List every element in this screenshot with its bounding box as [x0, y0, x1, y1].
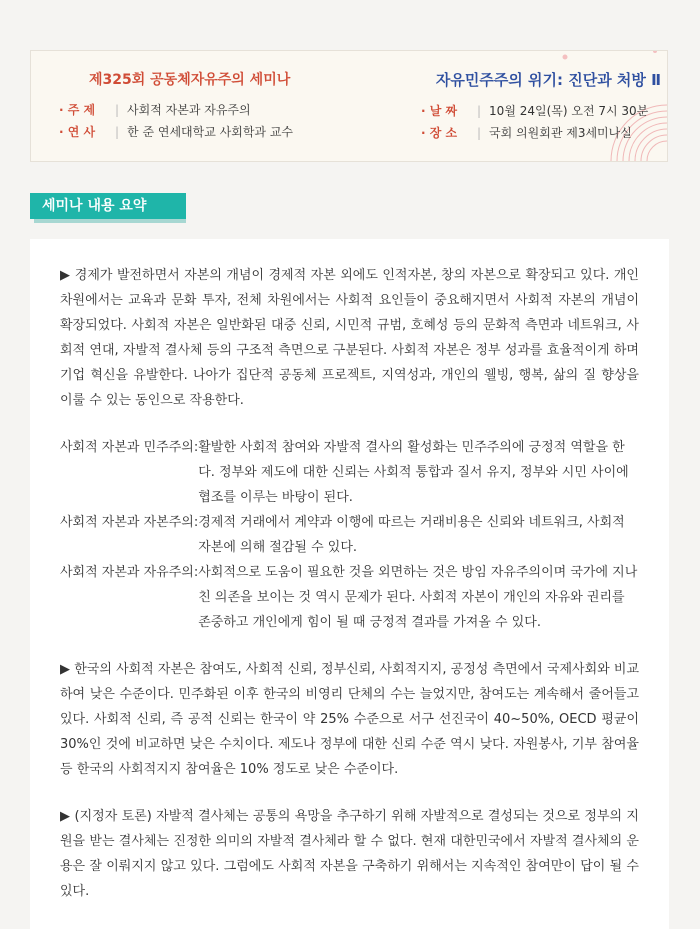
summary-paragraph-3: ▶ (지정자 토론) 자발적 결사체는 공통의 욕망을 추구하기 위해 자발적으로 결성되는 것으로 정부의 지원을 받는 결사체는 진정한 의미의 자발적 결사체라 할 수 없다. 현재 대한민국에서 자발적 결사체의 운용은 잘 이뤄지지 않고 있다. 그럼에도 사회적 자본을 구축하기 위해서는 지속적인 참여만이 답이 될 수 있다.: [60, 809, 639, 899]
place-value: 국회 의원회관 제3세미나실: [489, 126, 632, 140]
divider: |: [115, 103, 120, 117]
speaker-label: · 연 사: [59, 125, 96, 139]
seminar-number: 제325회 공동체자유주의 세미나: [89, 72, 291, 88]
summary-content: [30, 239, 669, 929]
definition-item: [60, 510, 639, 560]
date-value: 10월 24일(목) 오전 7시 30분: [489, 104, 649, 118]
definition-term: 사회적 자본과 민주주의:: [60, 440, 199, 455]
header-left-column: [59, 69, 293, 143]
definition-desc: 경제적 거래에서 계약과 이행에 따르는 거래비용은 신뢰와 네트워크, 사회적 자본에 의해 절감될 수 있다.: [198, 515, 625, 555]
date-row: [421, 100, 661, 122]
summary-paragraph-2: ▶ 한국의 사회적 자본은 참여도, 사회적 신뢰, 정부신뢰, 사회적지지, 공정성 측면에서 국제사회와 비교하여 낮은 수준이다. 민주화된 이후 한국의 비영리 단체의 수는 늘었지만, 참여도는 계속해서 줄어들고 있다. 사회적 신뢰, 즉 공적 신뢰는 한국이 약 25% 수준으로 서구 선진국이 40~50%, OECD 평균이 30%인 것에 비교하면 낮은 수치이다. 제도나 정부에 대한 신뢰 수준 역시 낮다. 자원봉사, 기부 참여율 등 한국의 사회적지지 참여율은 10% 정도로 낮은 수준이다.: [60, 662, 639, 777]
speaker-value: 한 준 연세대학교 사회학과 교수: [127, 125, 294, 139]
definition-term: 사회적 자본과 자본주의:: [60, 515, 199, 530]
definition-desc: 활발한 사회적 참여와 자발적 결사의 활성화는 민주주의에 긍정적 역할을 한다. 정부와 제도에 대한 신뢰는 사회적 통합과 질서 유지, 정부와 시민 사이에 협조를 이루는 바탕이 된다.: [198, 440, 629, 505]
definition-item: [60, 435, 639, 510]
date-label: · 날 짜: [421, 104, 458, 118]
definition-item: [60, 560, 639, 635]
topic-row: [59, 99, 293, 121]
badge-shadow: [34, 219, 186, 223]
definition-term: 사회적 자본과 자유주의:: [60, 565, 199, 580]
seminar-title: 자유민주주의 위기: 진단과 처방 Ⅱ: [435, 71, 661, 89]
section-badge: 세미나 내용 요약: [30, 193, 186, 219]
seminar-header: [30, 50, 668, 162]
speaker-row: [59, 121, 293, 143]
divider: |: [115, 125, 120, 139]
place-row: [421, 122, 661, 144]
header-right-column: [421, 69, 661, 144]
place-label: · 장 소: [421, 126, 458, 140]
definition-list: [60, 435, 639, 635]
topic-label: · 주 제: [59, 103, 96, 117]
summary-paragraph-1: ▶ 경제가 발전하면서 자본의 개념이 경제적 자본 외에도 인적자본, 창의 자본으로 확장되고 있다. 개인 차원에서는 교육과 문화 투자, 전체 차원에서는 사회적 요인들이 중요해지면서 사회적 자본의 개념이 확장되었다. 사회적 자본은 일반화된 대중 신뢰, 시민적 규범, 호혜성 등의 문화적 측면과 네트워크, 사회적 연대, 자발적 결사체 등의 구조적 측면으로 구분된다. 사회적 자본은 정부 성과를 효율적이게 하며 기업 혁신을 유발한다. 나아가 집단적 공동체 프로젝트, 지역성과, 개인의 웰빙, 행복, 삶의 질 향상을 이룰 수 있는 동인으로 작용한다.: [60, 268, 639, 408]
definition-desc: 사회적으로 도움이 필요한 것을 외면하는 것은 방임 자유주의이며 국가에 지나친 의존을 보이는 것 역시 문제가 된다. 사회적 자본이 개인의 자유와 권리를 존중하고 개인에게 힘이 될 때 긍정적 결과를 가져올 수 있다.: [198, 565, 638, 630]
topic-value: 사회적 자본과 자유주의: [127, 103, 251, 117]
divider: |: [477, 126, 482, 140]
divider: |: [477, 104, 482, 118]
